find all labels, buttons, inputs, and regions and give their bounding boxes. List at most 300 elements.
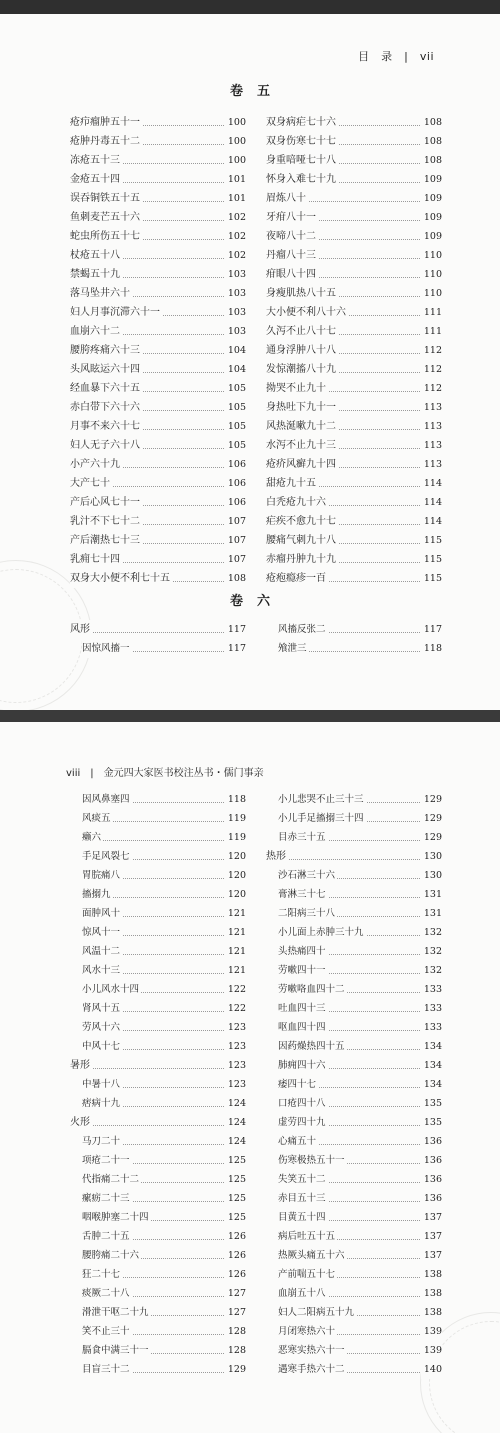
toc-entry-page: 119 (225, 828, 246, 847)
toc-entry-page: 112 (421, 341, 442, 360)
toc-entry-page: 117 (225, 620, 246, 639)
toc-entry (70, 474, 246, 493)
toc-entry (266, 620, 442, 639)
leader-dots (70, 1068, 246, 1069)
toc-entry (266, 360, 442, 379)
toc-entry-title: 惊风十一 (82, 923, 122, 942)
toc-entry-page: 133 (421, 999, 442, 1018)
toc-entry-page: 115 (421, 569, 442, 588)
toc-entry (266, 189, 442, 208)
toc-entry-title: 大产七十 (70, 474, 112, 493)
toc-entry-page: 113 (421, 398, 442, 417)
toc-entry-page: 124 (225, 1113, 246, 1132)
toc-entry-title: 大小便不利八十六 (266, 303, 348, 322)
toc-entry-page: 115 (421, 531, 442, 550)
section-title-vol6: 卷六 (229, 594, 284, 609)
toc-entry (266, 1018, 442, 1037)
toc-entry (266, 866, 442, 885)
toc-entry (70, 620, 246, 639)
toc-entry-title: 双身病疟七十六 (266, 113, 338, 132)
toc-entry-title: 妇人月事沉滞六十一 (70, 303, 162, 322)
toc-entry-title: 误吞铜铁五十五 (70, 189, 142, 208)
toc-entry (266, 1113, 442, 1132)
toc-entry (266, 809, 442, 828)
toc-entry (70, 1170, 246, 1189)
leader-dots (82, 840, 246, 841)
toc-entry-page: 124 (225, 1132, 246, 1151)
toc-entry (266, 885, 442, 904)
toc-entry-page: 108 (421, 151, 442, 170)
toc-entry-page: 103 (225, 303, 246, 322)
toc-entry-page: 136 (421, 1151, 442, 1170)
toc-entry-title: 沙石淋三十六 (278, 866, 337, 885)
toc-entry (266, 170, 442, 189)
toc-entry (70, 398, 246, 417)
toc-entry (70, 885, 246, 904)
toc-entry (70, 322, 246, 341)
toc-entry-page: 101 (225, 189, 246, 208)
toc-entry-page: 137 (421, 1227, 442, 1246)
toc-entry-page: 126 (225, 1246, 246, 1265)
toc-entry-page: 111 (421, 303, 442, 322)
toc-entry-title: 小儿手足搐搦三十四 (278, 809, 366, 828)
toc-entry (70, 132, 246, 151)
toc-entry-page: 132 (421, 923, 442, 942)
toc-entry (70, 360, 246, 379)
toc-entry (70, 1341, 246, 1360)
toc-entry-title: 血崩五十八 (278, 1284, 328, 1303)
toc-entry-page: 123 (225, 1075, 246, 1094)
toc-entry (266, 1151, 442, 1170)
toc-entry-title: 伤寒极热五十一 (278, 1151, 347, 1170)
toc-entry-page: 130 (421, 866, 442, 885)
toc-entry (70, 265, 246, 284)
toc-entry (266, 904, 442, 923)
toc-entry-page: 104 (225, 360, 246, 379)
toc-entry-title: 风热涎嗽九十二 (266, 417, 338, 436)
toc-entry-page: 133 (421, 1018, 442, 1037)
toc-entry-title: 疟疾不愈九十七 (266, 512, 338, 531)
toc-entry (266, 1265, 442, 1284)
toc-entry-page: 107 (225, 512, 246, 531)
toc-entry (70, 113, 246, 132)
toc-entry (266, 1322, 442, 1341)
toc-entry (266, 961, 442, 980)
toc-entry-page: 132 (421, 942, 442, 961)
toc-entry (266, 569, 442, 588)
toc-entry-page: 121 (225, 961, 246, 980)
toc-entry-page: 110 (421, 246, 442, 265)
toc-entry-title: 笑不止三十 (82, 1322, 132, 1341)
toc-entry-page: 138 (421, 1284, 442, 1303)
toc-entry (266, 417, 442, 436)
toc-entry-title: 眉炼八十 (266, 189, 308, 208)
toc-entry-title: 白秃疮九十六 (266, 493, 328, 512)
toc-entry-page: 136 (421, 1189, 442, 1208)
toc-entry-title: 小儿面上赤肿三十九 (278, 923, 366, 942)
toc-entry-page: 136 (421, 1132, 442, 1151)
toc-entry (266, 942, 442, 961)
toc-entry-page: 127 (225, 1303, 246, 1322)
toc-entry-page: 138 (421, 1303, 442, 1322)
toc-entry-title: 水泻不止九十三 (266, 436, 338, 455)
toc-column-vol5-right (266, 113, 442, 588)
toc-entry (266, 1075, 442, 1094)
toc-entry (266, 379, 442, 398)
toc-entry-title: 热厥头痛五十六 (278, 1246, 347, 1265)
toc-entry-title: 代指痛二十二 (82, 1170, 141, 1189)
page-gap (0, 710, 500, 722)
toc-entry-page: 120 (225, 847, 246, 866)
toc-entry-page: 103 (225, 284, 246, 303)
toc-entry-page: 101 (225, 170, 246, 189)
toc-entry-title: 心痛五十 (278, 1132, 318, 1151)
toc-entry-title: 暑形 (70, 1056, 92, 1075)
toc-entry (70, 436, 246, 455)
toc-entry (266, 790, 442, 809)
toc-column-vol5-left (70, 113, 246, 588)
toc-entry-title: 疮疱瘾疹一百 (266, 569, 328, 588)
toc-entry-title: 腰胯疼痛六十三 (70, 341, 142, 360)
toc-entry (70, 1094, 246, 1113)
toc-entry-page: 113 (421, 436, 442, 455)
toc-entry-title: 因药燥热四十五 (278, 1037, 347, 1056)
toc-entry-page: 120 (225, 866, 246, 885)
toc-entry (266, 1208, 442, 1227)
toc-entry-page: 134 (421, 1075, 442, 1094)
toc-entry-title: 赤目五十三 (278, 1189, 328, 1208)
toc-entry (266, 531, 442, 550)
toc-entry-title: 拗哭不止九十 (266, 379, 328, 398)
toc-entry-title: 身瘦肌热八十五 (266, 284, 338, 303)
toc-entry-title: 失笑五十二 (278, 1170, 328, 1189)
leader-dots (266, 859, 442, 860)
toc-entry-title: 赤瘤丹肿九十九 (266, 550, 338, 569)
toc-entry (266, 436, 442, 455)
toc-entry-title: 肺痈四十六 (278, 1056, 328, 1075)
toc-entry-title: 经血暴下六十五 (70, 379, 142, 398)
toc-entry-title: 血崩六十二 (70, 322, 122, 341)
toc-entry (70, 1132, 246, 1151)
toc-entry-page: 100 (225, 132, 246, 151)
toc-entry (70, 379, 246, 398)
toc-entry-title: 小儿风水十四 (82, 980, 141, 999)
toc-entry (70, 828, 246, 847)
toc-entry (70, 999, 246, 1018)
toc-entry-page: 102 (225, 246, 246, 265)
toc-entry-title: 目黄五十四 (278, 1208, 328, 1227)
toc-entry-title: 禁蝎五十九 (70, 265, 122, 284)
toc-entry-page: 103 (225, 265, 246, 284)
toc-entry-page: 113 (421, 417, 442, 436)
toc-entry-page: 100 (225, 151, 246, 170)
toc-entry-title: 痞病十九 (82, 1094, 122, 1113)
toc-entry (70, 904, 246, 923)
toc-entry-title: 瘰疬二十三 (82, 1189, 132, 1208)
toc-entry-title: 夜啼八十二 (266, 227, 318, 246)
toc-entry-page: 121 (225, 942, 246, 961)
toc-entry-title: 风痰五 (82, 809, 113, 828)
toc-entry-page: 129 (421, 809, 442, 828)
toc-entry-page: 109 (421, 227, 442, 246)
toc-entry-title: 双身大小便不利七十五 (70, 569, 172, 588)
toc-entry-title: 身重喑哑七十八 (266, 151, 338, 170)
toc-entry (70, 980, 246, 999)
toc-entry (266, 828, 442, 847)
toc-entry-title: 疮肿丹毒五十二 (70, 132, 142, 151)
toc-entry-title: 发惊潮搐八十九 (266, 360, 338, 379)
toc-entry (266, 923, 442, 942)
toc-entry-page: 102 (225, 227, 246, 246)
toc-entry (266, 1132, 442, 1151)
toc-entry (70, 1322, 246, 1341)
toc-entry-title: 腰痛气刺九十八 (266, 531, 338, 550)
toc-entry-title: 头风眩运六十四 (70, 360, 142, 379)
toc-entry-page: 134 (421, 1037, 442, 1056)
toc-entry-title: 赤白带下六十六 (70, 398, 142, 417)
toc-entry-title: 腰胯痛二十六 (82, 1246, 141, 1265)
toc-entry-page: 124 (225, 1094, 246, 1113)
toc-entry-page: 132 (421, 961, 442, 980)
toc-entry-title: 丹瘤八十三 (266, 246, 318, 265)
toc-entry (70, 417, 246, 436)
toc-entry (266, 227, 442, 246)
toc-entry-title: 冻疮五十三 (70, 151, 122, 170)
toc-entry-title: 搐搦九 (82, 885, 113, 904)
toc-page-vii (0, 0, 500, 710)
leader-dots (70, 632, 246, 633)
toc-entry-title: 胃脘痛八 (82, 866, 122, 885)
toc-entry (70, 639, 246, 658)
toc-entry-title: 虚劳四十九 (278, 1113, 328, 1132)
toc-entry-title: 癞六 (82, 828, 103, 847)
toc-entry-page: 106 (225, 455, 246, 474)
toc-entry-title: 咽喉肿塞二十四 (82, 1208, 151, 1227)
toc-entry (70, 303, 246, 322)
toc-entry-title: 痰厥二十八 (82, 1284, 132, 1303)
toc-entry-title: 疮疖瘤肿五十一 (70, 113, 142, 132)
toc-entry-title: 遇寒手热六十二 (278, 1360, 347, 1379)
toc-entry (266, 151, 442, 170)
toc-entry-title: 劳嗽四十一 (278, 961, 328, 980)
toc-entry-page: 126 (225, 1227, 246, 1246)
toc-entry-page: 105 (225, 417, 246, 436)
toc-entry (266, 1227, 442, 1246)
toc-entry (70, 1208, 246, 1227)
toc-entry-page: 123 (225, 1018, 246, 1037)
toc-entry (266, 322, 442, 341)
toc-column-left (70, 790, 246, 1379)
toc-entry-title: 疮疥风癣九十四 (266, 455, 338, 474)
toc-entry-title: 二阳病三十八 (278, 904, 337, 923)
toc-entry-title: 狂二十七 (82, 1265, 122, 1284)
toc-entry-page: 108 (225, 569, 246, 588)
toc-entry-page: 129 (421, 790, 442, 809)
toc-entry (70, 1360, 246, 1379)
toc-entry (70, 246, 246, 265)
toc-entry-page: 110 (421, 284, 442, 303)
toc-entry-page: 102 (225, 208, 246, 227)
toc-entry (266, 1056, 442, 1075)
toc-entry (266, 113, 442, 132)
toc-entry-page: 133 (421, 980, 442, 999)
toc-entry-page: 123 (225, 1037, 246, 1056)
toc-entry (266, 1037, 442, 1056)
toc-entry (266, 1170, 442, 1189)
toc-entry-title: 手足风裂七 (82, 847, 132, 866)
toc-entry-title: 滑泄干呕二十九 (82, 1303, 151, 1322)
toc-entry-page: 103 (225, 322, 246, 341)
toc-entry (266, 1284, 442, 1303)
toc-entry-title: 风形 (70, 620, 92, 639)
toc-entry-page: 114 (421, 474, 442, 493)
toc-entry (266, 303, 442, 322)
toc-entry-page: 125 (225, 1170, 246, 1189)
toc-entry-title: 月事不来六十七 (70, 417, 142, 436)
toc-entry-title: 病后吐五十五 (278, 1227, 337, 1246)
toc-entry-page: 113 (421, 455, 442, 474)
toc-entry-page: 138 (421, 1265, 442, 1284)
toc-entry-page: 107 (225, 531, 246, 550)
toc-entry-title: 飧泄三 (278, 639, 309, 658)
toc-entry-title: 风水十三 (82, 961, 122, 980)
toc-entry-title: 乳汁不下七十二 (70, 512, 142, 531)
toc-entry (70, 1303, 246, 1322)
toc-entry-page: 127 (225, 1284, 246, 1303)
toc-entry (70, 1056, 246, 1075)
toc-entry (70, 1075, 246, 1094)
toc-entry-page: 128 (225, 1322, 246, 1341)
section-title-vol5: 卷五 (229, 84, 284, 99)
toc-entry-page: 126 (225, 1265, 246, 1284)
toc-entry (266, 1094, 442, 1113)
toc-entry (70, 1189, 246, 1208)
toc-entry (70, 1265, 246, 1284)
toc-entry (266, 512, 442, 531)
toc-entry (70, 284, 246, 303)
toc-entry-page: 125 (225, 1151, 246, 1170)
toc-entry (266, 1246, 442, 1265)
toc-entry-title: 中风十七 (82, 1037, 122, 1056)
toc-entry-title: 目赤三十五 (278, 828, 328, 847)
toc-entry-title: 恶寒实热六十一 (278, 1341, 347, 1360)
toc-entry-title: 月闭寒热六十 (278, 1322, 337, 1341)
toc-entry-title: 杖疮五十八 (70, 246, 122, 265)
toc-entry-title: 久泻不止八十七 (266, 322, 338, 341)
toc-entry (266, 1360, 442, 1379)
toc-entry-page: 140 (421, 1360, 442, 1379)
toc-entry (266, 980, 442, 999)
toc-entry-page: 122 (225, 980, 246, 999)
toc-entry-title: 热形 (266, 847, 288, 866)
toc-entry-page: 139 (421, 1322, 442, 1341)
toc-entry-page: 117 (421, 620, 442, 639)
toc-entry-page: 135 (421, 1094, 442, 1113)
toc-entry (266, 474, 442, 493)
toc-entry (70, 847, 246, 866)
toc-entry-title: 疳眼八十四 (266, 265, 318, 284)
toc-entry (70, 1113, 246, 1132)
top-scan-border (0, 0, 500, 14)
toc-entry-page: 114 (421, 493, 442, 512)
toc-entry-title: 落马坠井六十 (70, 284, 132, 303)
toc-entry-title: 身热吐下九十一 (266, 398, 338, 417)
toc-entry-page: 109 (421, 170, 442, 189)
toc-entry (70, 1018, 246, 1037)
running-head: viii | 金元四大家医书校注丛书・儒门事亲 (66, 768, 264, 779)
toc-column-vol6-right (266, 620, 442, 658)
leader-dots (70, 1125, 246, 1126)
toc-entry-title: 膏淋三十七 (278, 885, 328, 904)
toc-entry (266, 550, 442, 569)
toc-entry-page: 129 (421, 828, 442, 847)
toc-entry-title: 中暑十八 (82, 1075, 122, 1094)
toc-entry-page: 115 (421, 550, 442, 569)
toc-entry-title: 产前喘五十七 (278, 1265, 337, 1284)
toc-entry-page: 100 (225, 113, 246, 132)
toc-entry (70, 1246, 246, 1265)
toc-entry-title: 因风鼻塞四 (82, 790, 132, 809)
toc-entry (70, 1284, 246, 1303)
toc-entry (70, 961, 246, 980)
toc-entry-title: 怀身入难七十九 (266, 170, 338, 189)
toc-entry-page: 125 (225, 1208, 246, 1227)
toc-entry-title: 妇人无子六十八 (70, 436, 142, 455)
toc-entry (70, 1151, 246, 1170)
toc-entry (70, 866, 246, 885)
toc-entry-page: 110 (421, 265, 442, 284)
toc-entry (266, 1303, 442, 1322)
running-head: 目 录 | vii (358, 50, 434, 63)
toc-entry-title: 因惊风搐一 (82, 639, 132, 658)
toc-entry-title: 目盲三十二 (82, 1360, 132, 1379)
toc-column-vol6-left (70, 620, 246, 658)
toc-entry-page: 108 (421, 132, 442, 151)
toc-entry-page: 114 (421, 512, 442, 531)
toc-entry (266, 455, 442, 474)
toc-entry (266, 1341, 442, 1360)
toc-entry-title: 肾风十五 (82, 999, 122, 1018)
toc-entry-title: 马刀二十 (82, 1132, 122, 1151)
toc-entry-page: 120 (225, 885, 246, 904)
toc-entry (70, 341, 246, 360)
toc-entry (70, 208, 246, 227)
toc-entry-title: 劳风十六 (82, 1018, 122, 1037)
toc-entry (70, 790, 246, 809)
toc-entry-page: 112 (421, 360, 442, 379)
toc-entry-page: 117 (225, 639, 246, 658)
toc-entry (70, 531, 246, 550)
toc-entry-title: 火形 (70, 1113, 92, 1132)
toc-entry-page: 130 (421, 847, 442, 866)
toc-entry-title: 面肿风十 (82, 904, 122, 923)
toc-entry (70, 1037, 246, 1056)
toc-entry (70, 923, 246, 942)
toc-entry (266, 246, 442, 265)
toc-entry (70, 942, 246, 961)
toc-entry-title: 风温十二 (82, 942, 122, 961)
toc-entry-page: 136 (421, 1170, 442, 1189)
toc-entry-page: 125 (225, 1189, 246, 1208)
toc-entry-title: 双身伤寒七十七 (266, 132, 338, 151)
toc-entry-page: 129 (225, 1360, 246, 1379)
toc-entry-page: 109 (421, 208, 442, 227)
toc-entry (70, 455, 246, 474)
toc-entry-page: 105 (225, 379, 246, 398)
toc-entry-page: 106 (225, 474, 246, 493)
toc-entry-page: 121 (225, 923, 246, 942)
toc-entry (266, 639, 442, 658)
